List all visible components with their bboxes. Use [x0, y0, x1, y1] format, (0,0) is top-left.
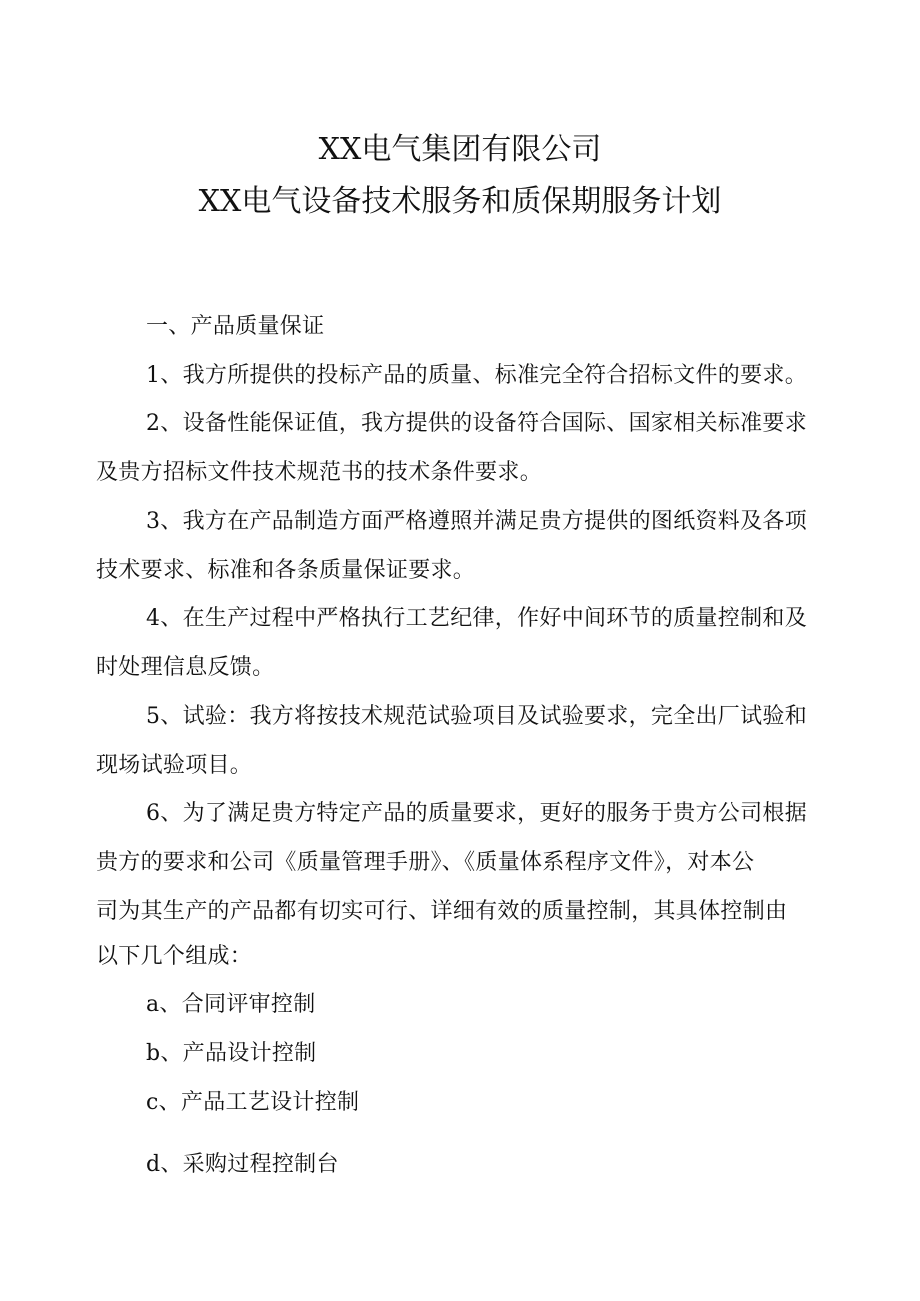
- item-2-line-2: 及贵方招标文件技术规范书的技术条件要求。: [96, 460, 543, 485]
- plan-title: XX电气设备技术服务和质保期服务计划: [198, 184, 722, 219]
- sub-item-b: b、产品设计控制: [146, 1041, 317, 1066]
- item-4-line-1: 4、在生产过程中严格执行工艺纪律，作好中间环节的质量控制和及: [146, 606, 807, 631]
- sub-item-d: d、采购过程控制台: [146, 1152, 339, 1177]
- item-2-line-1: 2、设备性能保证值，我方提供的设备符合国际、国家相关标准要求: [146, 411, 807, 436]
- item-3-line-2: 技术要求、标准和各条质量保证要求。: [96, 558, 476, 583]
- sub-item-c: c、产品工艺设计控制: [146, 1090, 360, 1115]
- item-6-line-1: 6、为了满足贵方特定产品的质量要求，更好的服务于贵方公司根据: [146, 801, 807, 826]
- item-3-line-1: 3、我方在产品制造方面严格遵照并满足贵方提供的图纸资料及各项: [146, 509, 807, 534]
- item-6-line-2: 贵方的要求和公司《质量管理手册》、《质量体系程序文件》，对本公: [96, 850, 755, 875]
- company-title: XX电气集团有限公司: [318, 132, 602, 167]
- item-5-line-1: 5、试验：我方将按技术规范试验项目及试验要求，完全出厂试验和: [146, 704, 807, 729]
- item-6-line-4: 以下几个组成：: [96, 944, 253, 969]
- item-1-line-1: 1、我方所提供的投标产品的质量、标准完全符合招标文件的要求。: [146, 363, 807, 388]
- item-6-line-3: 司为其生产的产品都有切实可行、详细有效的质量控制，其具体控制由: [96, 899, 788, 924]
- sub-item-a: a、合同评审控制: [146, 992, 316, 1017]
- item-5-line-2: 现场试验项目。: [96, 753, 253, 778]
- item-4-line-2: 时处理信息反馈。: [96, 655, 275, 680]
- section-heading: 一、产品质量保证: [146, 314, 325, 339]
